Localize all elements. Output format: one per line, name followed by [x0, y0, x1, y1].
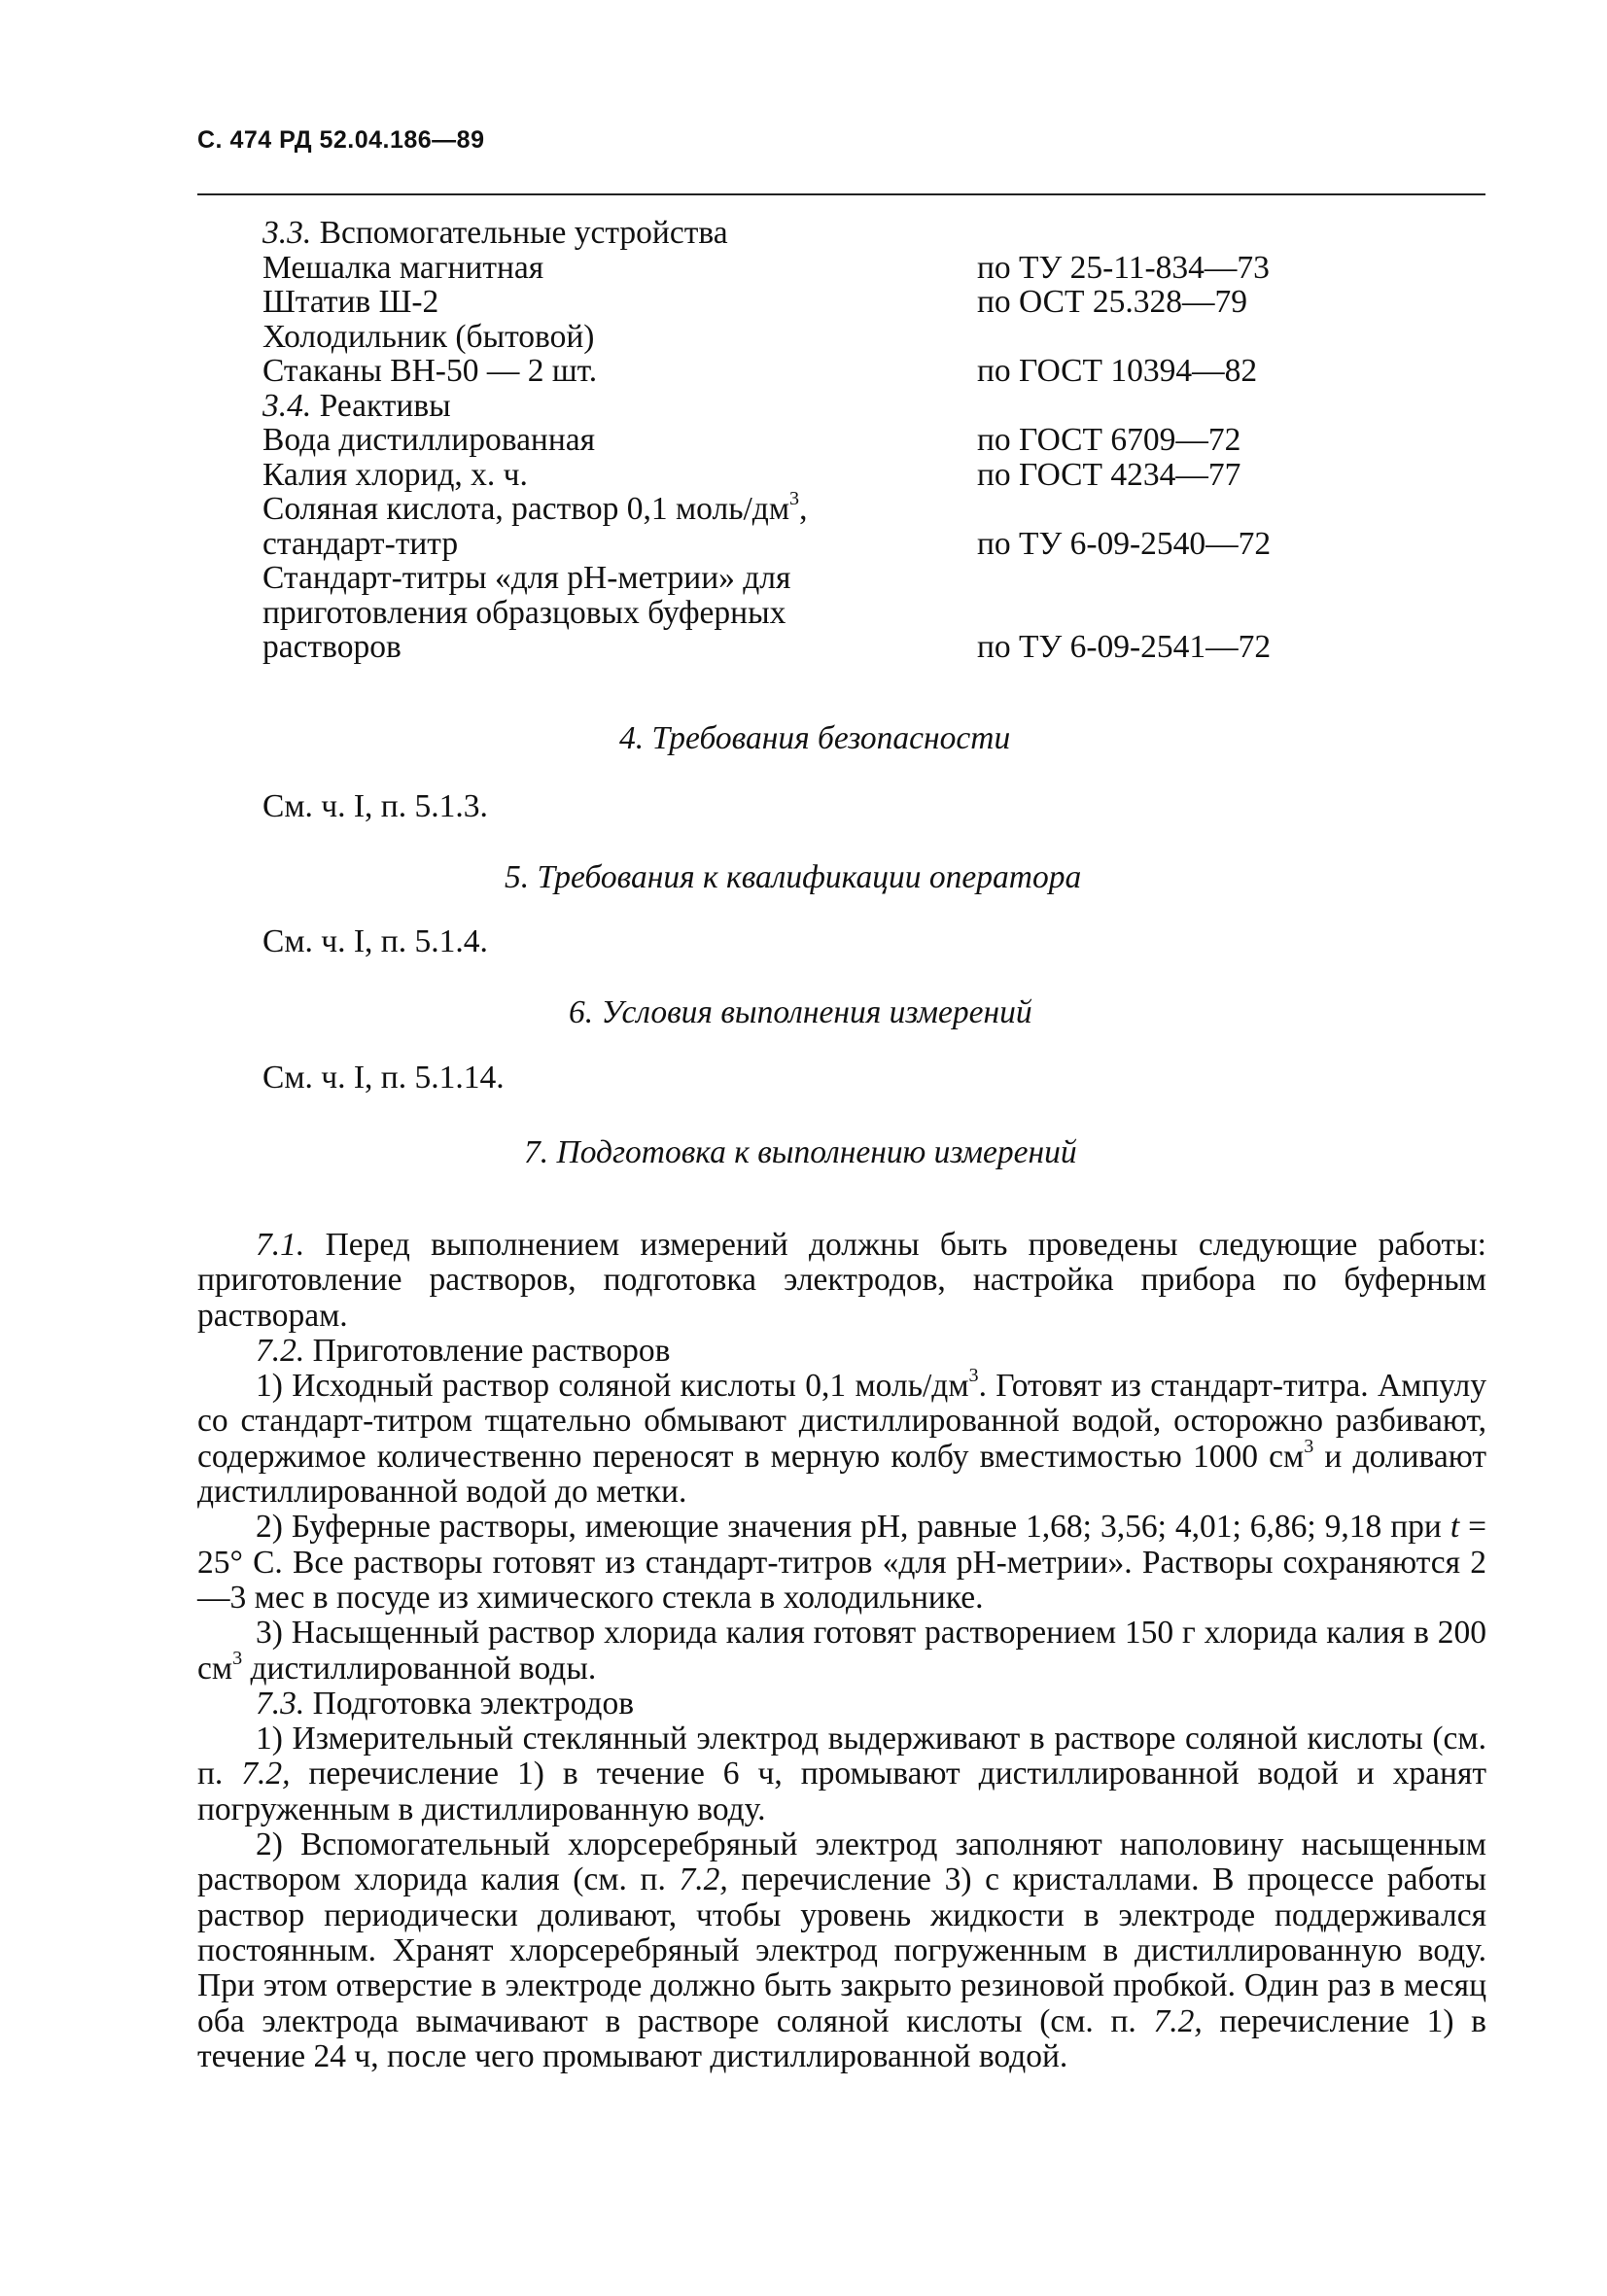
header-rule [197, 193, 1485, 195]
section-text: См. ч. I, п. 5.1.14. [262, 1060, 505, 1096]
paragraph: 7.1. Перед выполнением измерений должны быть проведены следующие работы: приготовление растворов, подготовка электродов, настройка прибора по буферным растворам. [197, 1227, 1486, 1334]
page-header: С. 474 РД 52.04.186—89 [197, 126, 485, 154]
list-item: Вода дистиллированная по ГОСТ 6709—72 [262, 422, 1241, 458]
list-item: растворов по ТУ 6-09-2541—72 [262, 629, 1272, 665]
aux-title: 3.3. Вспомогательные устройства [262, 215, 728, 251]
list-item: стандарт-титр по ТУ 6-09-2540—72 [262, 525, 1272, 562]
section-7-body [197, 1228, 1486, 2074]
list-item: приготовления образцовых буферных [262, 594, 786, 631]
paragraph: 7.3. Подготовка электродов [256, 1685, 635, 1722]
equipment-list [262, 216, 1332, 665]
list-item: Калия хлорид, х. ч. по ГОСТ 4234—77 [262, 456, 1241, 493]
list-item: Штатив Ш-2 по ОСТ 25.328—79 [262, 284, 1247, 320]
paragraph: 1) Измерительный стеклянный электрод выдерживают в растворе соляной кислоты (см. п. 7.2, перечисление 1) в течение 6 ч, промывают дистиллированной водой и хранят погруженным в дистиллированную воду. [197, 1721, 1486, 1827]
list-item: Соляная кислота, раствор 0,1 моль/$дм^3$, [262, 487, 808, 527]
paragraph: 3) Насыщенный раствор хлорида калия готовят растворением 150 г хлорида калия в 200 $см^3$ дистиллированной воды. [197, 1615, 1486, 1687]
list-item: Стандарт-титры «для pH-метрии» для [262, 560, 791, 596]
section-title: 7. Подготовка к выполнению измерений [524, 1134, 1077, 1170]
list-item: Стаканы ВН-50 — 2 шт. по ГОСТ 10394—82 [262, 353, 1258, 389]
section-title: 6. Условия выполнения измерений [569, 994, 1032, 1030]
paragraph: 1) Исходный раствор соляной кислоты 0,1 моль/$дм^3$. Готовят из стандарт-титра. Ампулу со стандарт-титром тщательно обмывают дистиллированной водой, осторожно разбивают, содержимое количественно переносят в мерную колбу вместимостью 1000 $см^3$ и доливают дистиллированной водой до метки. [197, 1365, 1487, 1511]
section-text: См. ч. I, п. 5.1.3. [262, 788, 488, 824]
paragraph: 7.2. Приготовление растворов [256, 1332, 671, 1369]
list-item: Мешалка магнитная по ТУ 25-11-834—73 [262, 249, 1270, 286]
section-title: 4. Требования безопасности [619, 720, 1011, 756]
reagents-title: 3.4. Реактивы [262, 387, 451, 424]
section-title: 5. Требования к квалификации оператора [505, 859, 1082, 895]
paragraph: 2) Буферные растворы, имеющие значения pH, равные 1,68; 3,56; 4,01; 6,86; 9,18 при t = 25° С. Все растворы готовят из стандарт-титров «для pH-метрии». Растворы сохраняются 2—3 мес в посуде из химического стекла в холодильнике. [197, 1509, 1486, 1616]
section-text: См. ч. I, п. 5.1.4. [262, 923, 488, 959]
paragraph: 2) Вспомогательный хлорсеребряный электрод заполняют наполовину насыщенным раствором хлорида калия (см. п. 7.2, перечисление 3) с кристаллами. В процессе работы раствор периодически доливают, чтобы уровень жидкости в электроде поддерживался постоянным. Хранят хлорсеребряный электрод погруженным в дистиллированную воду. При этом отверстие в электроде должно быть закрыто резиновой пробкой. Один раз в месяц оба электрода вымачивают в растворе соляной кислоты (см. п. 7.2, перечисление 1) в течение 24 ч, после чего промывают дистиллированной водой. [197, 1826, 1486, 2074]
list-item: Холодильник (бытовой) [262, 318, 595, 355]
